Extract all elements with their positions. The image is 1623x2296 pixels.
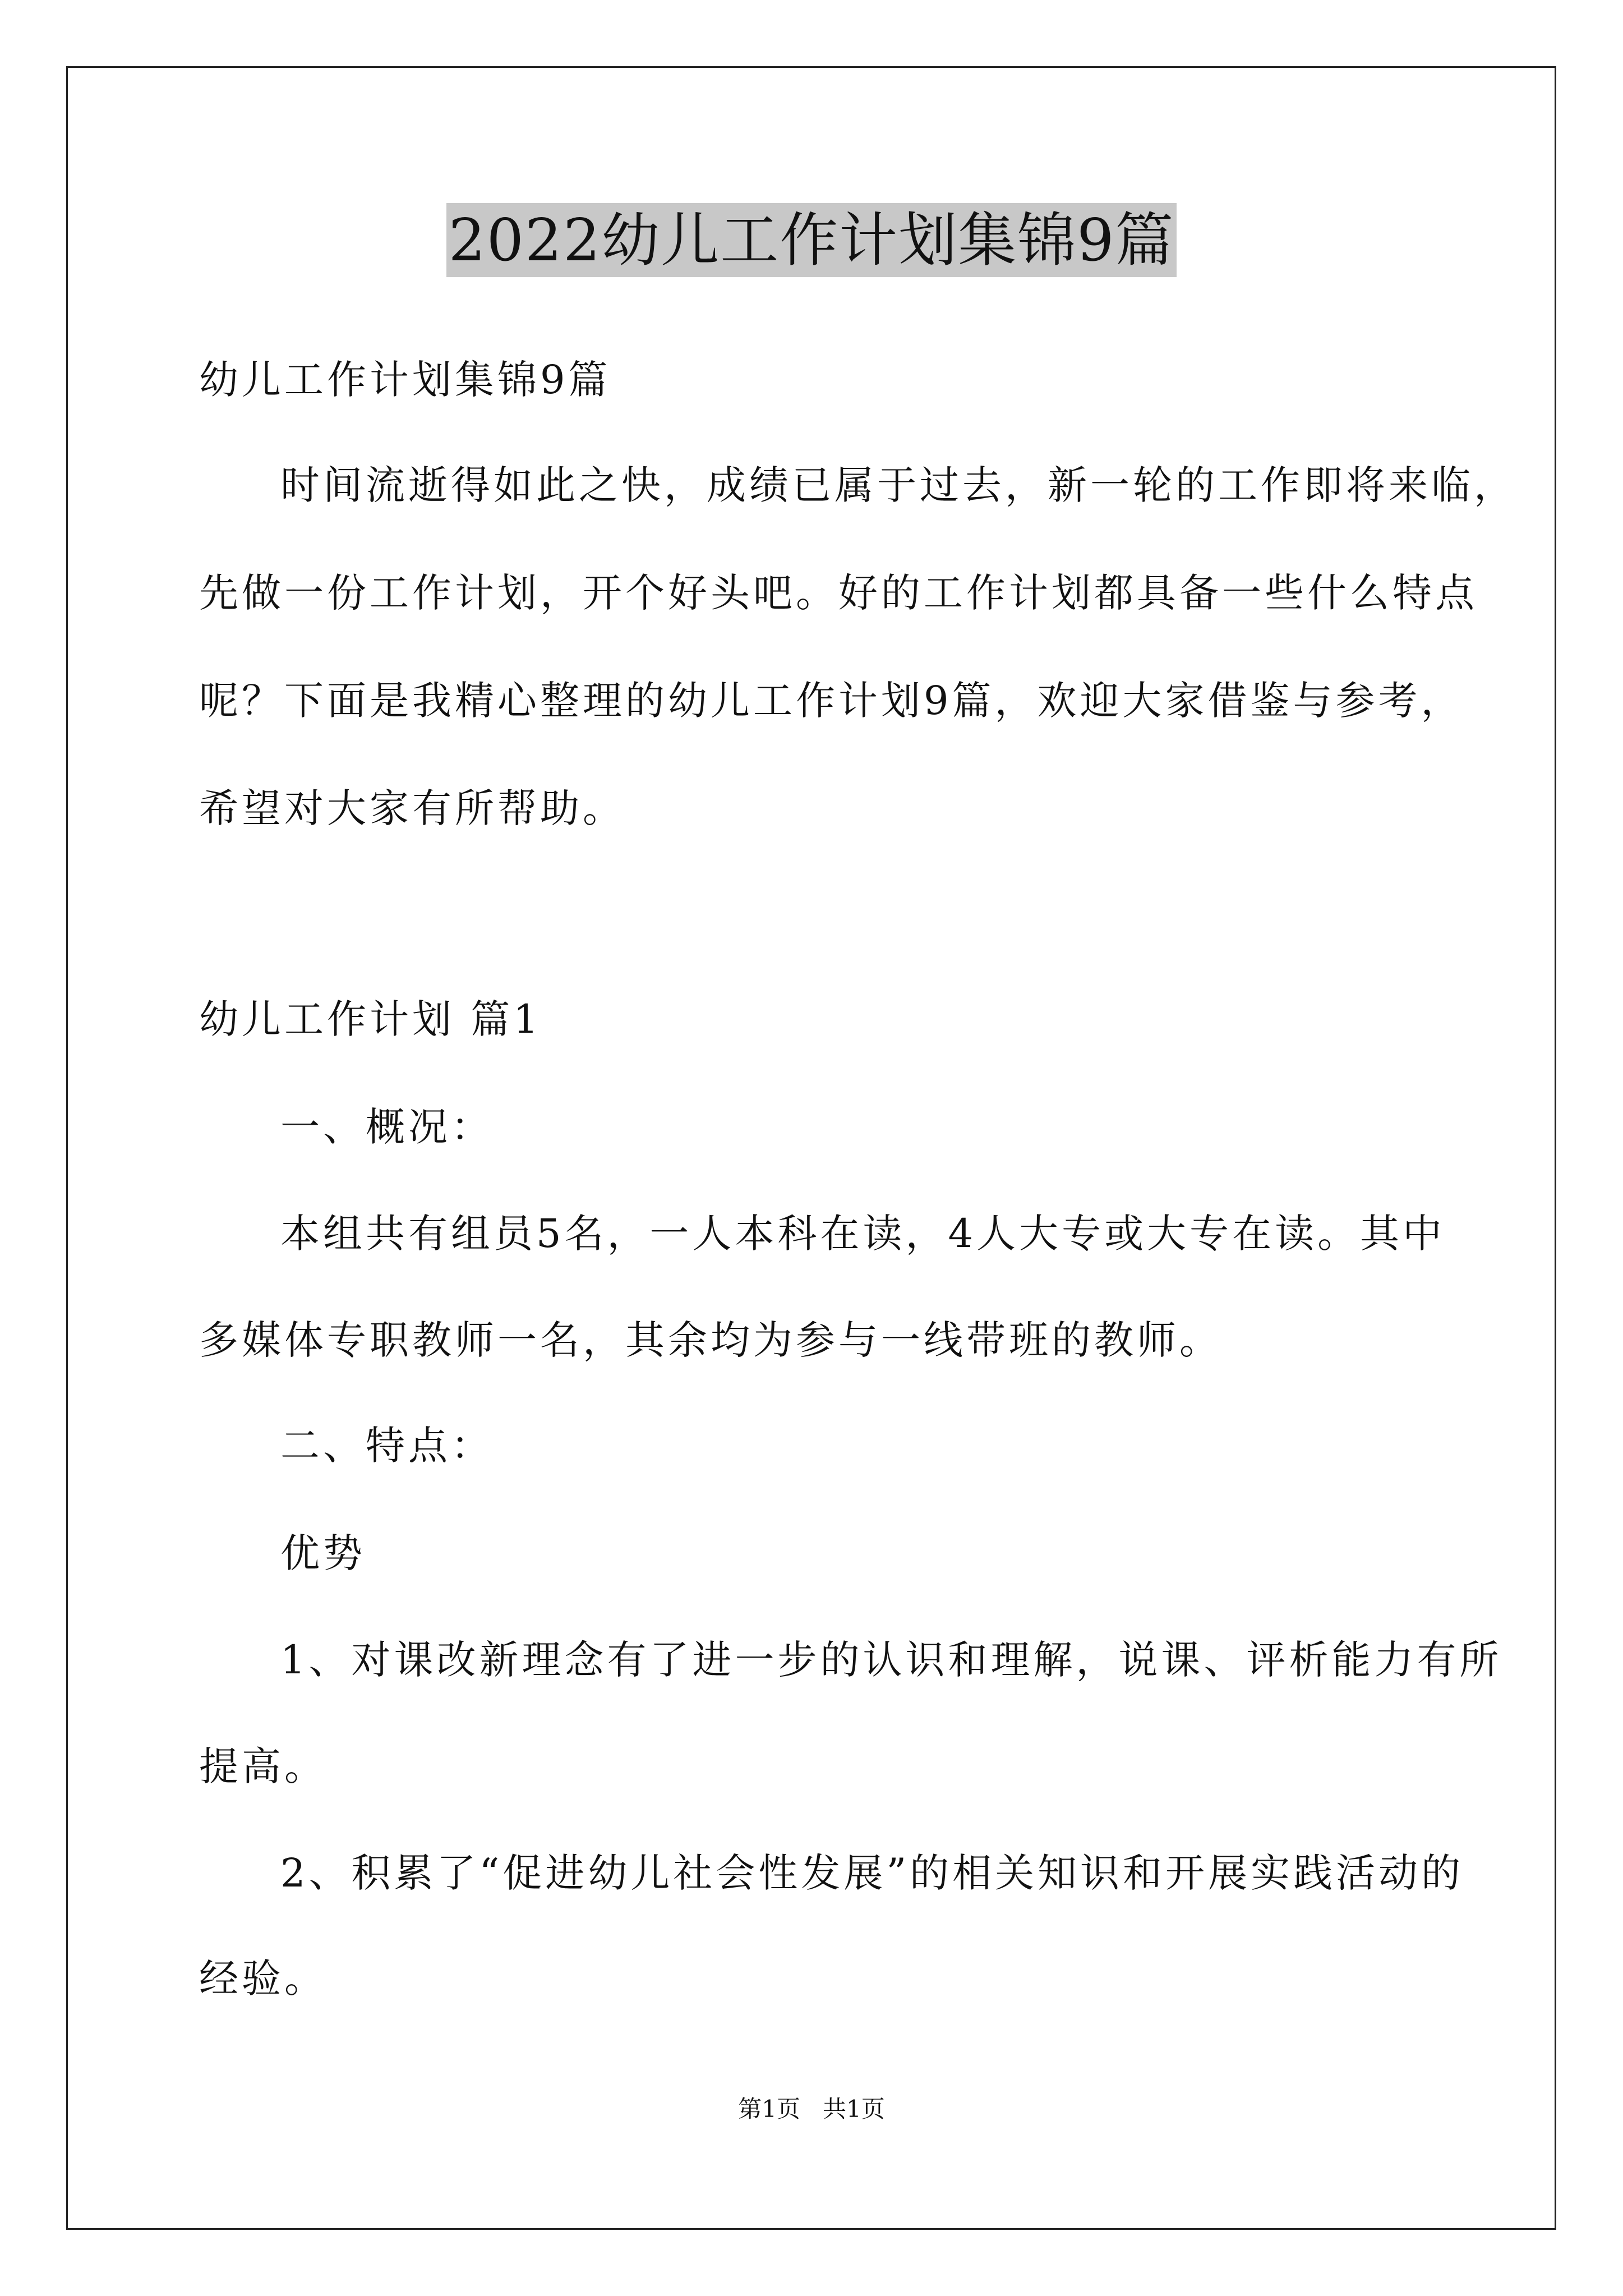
- item-2-line-2: 经验。: [199, 1955, 327, 2001]
- section-heading: 幼儿工作计划 篇1: [199, 996, 542, 1042]
- intro-line-3: 呢？下面是我精心整理的幼儿工作计划9篇，欢迎大家借鉴与参考，: [199, 678, 1464, 724]
- heading-features: 二、特点：: [280, 1423, 494, 1469]
- overview-line-2: 多媒体专职教师一名，其余均为参与一线带班的教师。: [199, 1317, 1222, 1363]
- subtitle-line: 幼儿工作计划集锦9篇: [199, 357, 611, 403]
- item-1-line-2: 提高。: [199, 1743, 327, 1789]
- heading-strengths: 优势: [280, 1530, 366, 1576]
- item-2-line-1: 2、积累了“促进幼儿社会性发展”的相关知识和开展实践活动的: [280, 1850, 1464, 1896]
- overview-line-1: 本组共有组员5名，一人本科在读，4人大专或大专在读。其中: [280, 1211, 1446, 1257]
- item-1-line-1: 1、对课改新理念有了进一步的认识和理解，说课、评析能力有所: [280, 1637, 1502, 1683]
- intro-line-2: 先做一份工作计划，开个好头吧。好的工作计划都具备一些什么特点: [199, 570, 1478, 616]
- document-title: 2022幼儿工作计划集锦9篇: [446, 203, 1177, 277]
- page-footer: 第1页 共1页: [738, 2095, 885, 2123]
- intro-line-4: 希望对大家有所帮助。: [199, 785, 625, 831]
- intro-line-1: 时间流逝得如此之快，成绩已属于过去，新一轮的工作即将来临，: [280, 462, 1516, 508]
- title-container: [0, 203, 1623, 277]
- heading-overview: 一、概况：: [280, 1104, 494, 1150]
